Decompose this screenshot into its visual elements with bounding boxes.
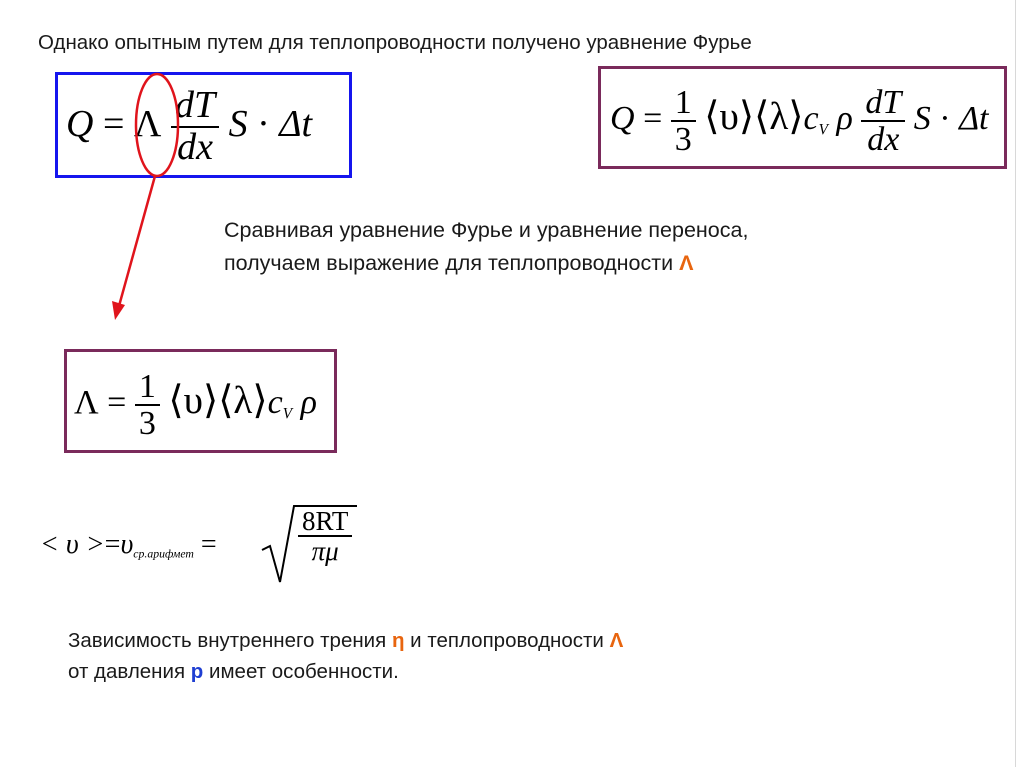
transfer-lhs: Q	[610, 100, 635, 137]
transfer-dot: ·	[939, 100, 951, 137]
fourier-num: dT	[171, 86, 219, 128]
red-arrow-head	[112, 301, 125, 320]
transfer-c: c	[803, 100, 819, 137]
footer-line-2-b: имеет особенности.	[209, 660, 399, 683]
velocity-num: 8RT	[298, 507, 352, 537]
lambda-third-num: 1	[135, 369, 160, 407]
fourier-lhs: Q	[66, 103, 94, 145]
velocity-den: πμ	[311, 536, 339, 567]
lambda-rho: ρ	[300, 384, 317, 421]
velocity-v: υ	[120, 529, 134, 560]
transfer-eq: =	[643, 100, 663, 137]
velocity-v-sub: ср.арифмет	[133, 547, 194, 561]
transfer-avg-v: ⟨υ⟩	[704, 95, 755, 138]
transfer-den: dx	[867, 121, 900, 159]
transfer-dt: Δt	[959, 100, 989, 137]
red-arrow-shaft	[119, 176, 155, 306]
lambda-eq: =	[107, 384, 127, 421]
transfer-num: dT	[861, 85, 905, 123]
lambda-c-sub: V	[282, 405, 293, 423]
fourier-eq: =	[102, 103, 125, 145]
transfer-c-sub: V	[818, 121, 828, 139]
lambda-avg-l: ⟨λ⟩	[218, 379, 268, 422]
velocity-eq-1: =	[104, 529, 121, 560]
fourier-coef: Λ	[133, 103, 162, 145]
lambda-c: c	[267, 384, 283, 421]
footer-lambda: Λ	[609, 629, 624, 652]
lambda-third-den: 3	[138, 405, 156, 443]
fourier-den: dx	[177, 126, 213, 169]
transfer-s: S	[913, 100, 931, 137]
compare-line-2-text: получаем выражение для теплопроводности	[224, 251, 674, 275]
velocity-eq-2: =	[200, 529, 217, 560]
transfer-avg-l: ⟨λ⟩	[754, 95, 804, 138]
header-text: Однако опытным путем для теплопроводности получено уравнение Фурье	[38, 31, 752, 54]
footer-line-1-b: и теплопроводности	[410, 629, 604, 652]
fourier-dot: ·	[257, 103, 270, 145]
transfer-third-num: 1	[671, 85, 696, 123]
red-ellipse-mark	[133, 74, 178, 176]
compare-lambda-symbol: Λ	[679, 251, 694, 275]
lambda-lhs: Λ	[74, 384, 99, 421]
footer-line-1-a: Зависимость внутреннего трения	[68, 629, 387, 652]
fourier-dt: Δt	[279, 103, 313, 145]
footer-p: р	[190, 660, 204, 683]
velocity-lhs: < υ >	[40, 529, 105, 560]
transfer-rho: ρ	[836, 100, 853, 137]
transfer-third-den: 3	[674, 121, 692, 159]
fourier-s: S	[228, 103, 248, 145]
compare-line-1: Сравнивая уравнение Фурье и уравнение переноса,	[224, 218, 749, 242]
footer-eta: η	[391, 629, 405, 652]
footer-line-2-a: от давления	[68, 660, 186, 683]
lambda-avg-v: ⟨υ⟩	[168, 379, 219, 422]
